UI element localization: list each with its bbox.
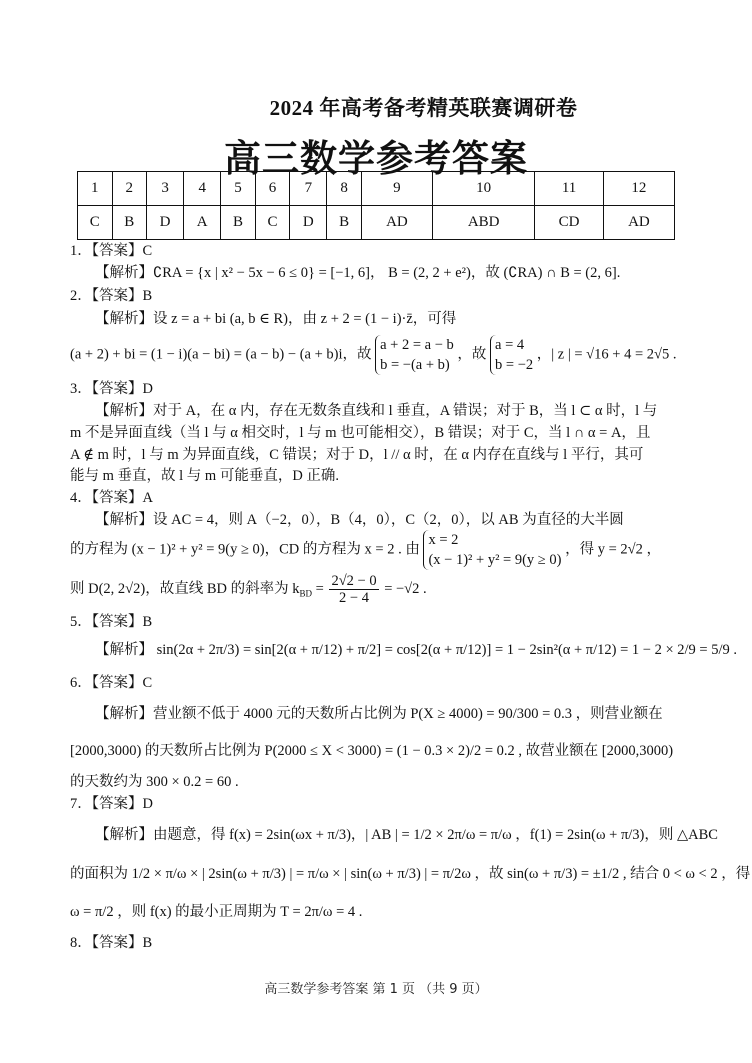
- q4-text: = −√2 .: [384, 580, 427, 597]
- q4-solution-line: 【解析】设 AC = 4，则 A（−2，0），B（4，0），C（2，0），以 AB 为直径的大半圆: [95, 512, 624, 528]
- page-title: 高三数学参考答案: [224, 137, 528, 180]
- table-cell: C: [78, 206, 113, 240]
- table-cell: 8: [327, 172, 362, 206]
- q1-answer-heading: 1．【答案】C: [70, 243, 153, 259]
- table-cell: 3: [147, 172, 184, 206]
- equation: a + 2 = a − b: [380, 337, 454, 353]
- table-cell: 6: [255, 172, 290, 206]
- q1-solution-line: 【解析】∁RA = {x | x² − 5x − 6 ≤ 0} = [−1, 6]， B = (2, 2 + e²)，故 (∁RA) ∩ B = (2, 6].: [95, 265, 621, 281]
- table-cell: A: [184, 206, 221, 240]
- table-cell: AD: [603, 206, 674, 240]
- q3-answer-heading: 3．【答案】D: [70, 381, 153, 397]
- table-cell: B: [221, 206, 256, 240]
- table-cell: 1: [78, 172, 113, 206]
- table-cell: AD: [361, 206, 432, 240]
- q4-answer-heading: 4．【答案】A: [70, 490, 153, 506]
- equation: b = −(a + b): [380, 357, 450, 373]
- q2-text: ，故: [457, 346, 487, 363]
- equation: b = −2: [495, 357, 534, 373]
- table-cell: D: [147, 206, 184, 240]
- table-cell: C: [255, 206, 290, 240]
- table-cell: 5: [221, 172, 256, 206]
- q7-solution-line: ω = π/2 ，则 f(x) 的最小正周期为 T = 2π/ω = 4 .: [70, 904, 363, 920]
- table-cell: 2: [112, 172, 147, 206]
- q7-answer-heading: 7．【答案】D: [70, 796, 153, 812]
- q4-fraction: [329, 573, 378, 606]
- q4-subscript: BD: [299, 588, 312, 599]
- q5-solution-line: 【解析】 sin(2α + 2π/3) = sin[2(α + π/12) + π/2] = cos[2(α + π/12)] = 1 − 2sin²(α + π/12) = 1 − 2 × 2/9 = 5/9 .: [95, 642, 738, 658]
- table-cell: B: [112, 206, 147, 240]
- table-cell: B: [327, 206, 362, 240]
- answer-table-answer-row: [78, 206, 675, 240]
- answer-table: [77, 171, 675, 240]
- table-cell: 11: [535, 172, 603, 206]
- page-footer: 高三数学参考答案 第 1 页 （共 9 页）: [264, 982, 488, 997]
- table-cell: CD: [535, 206, 603, 240]
- q2-system-2: [490, 335, 533, 375]
- table-cell: 4: [184, 172, 221, 206]
- q4-text: ，得 y = 2√2 ，: [565, 541, 661, 558]
- q2-solution-line-2: [70, 335, 676, 375]
- numerator: 2√2 − 0: [331, 573, 377, 589]
- exam-title: 2024 年高考备考精英联赛调研卷: [269, 96, 578, 120]
- table-cell: 10: [432, 172, 534, 206]
- q6-answer-heading: 6．【答案】C: [70, 675, 153, 691]
- q6-solution-line: 【解析】营业额不低于 4000 元的天数所占比例为 P(X ≥ 4000) = 90/300 = 0.3 ，则营业额在: [95, 706, 663, 722]
- q4-solution-line-2: [70, 530, 661, 570]
- table-cell: 9: [361, 172, 432, 206]
- q5-answer-heading: 5．【答案】B: [70, 614, 153, 630]
- table-cell: ABD: [432, 206, 534, 240]
- q8-answer-heading: 8．【答案】B: [70, 935, 153, 951]
- equation: a = 4: [495, 337, 525, 353]
- q2-answer-heading: 2．【答案】B: [70, 288, 153, 304]
- table-cell: 12: [603, 172, 674, 206]
- q4-system: [423, 530, 561, 570]
- table-cell: D: [290, 206, 327, 240]
- q2-text: ，| z | = √16 + 4 = 2√5 .: [536, 346, 677, 363]
- q3-solution-line: m 不是异面直线（当 l 与 α 相交时，l 与 m 也可能相交），B 错误；对于 C，当 l ∩ α = A，且: [70, 425, 651, 441]
- q7-solution-line: 【解析】由题意，得 f(x) = 2sin(ωx + π/3)，| AB | = 1/2 × 2π/ω = π/ω ，f(1) = 2sin(ω + π/3)，则 △ABC: [95, 827, 718, 843]
- table-cell: 7: [290, 172, 327, 206]
- q2-text: (a + 2) + bi = (1 − i)(a − bi) = (a − b) − (a + b)i，故: [70, 346, 372, 363]
- answer-table-number-row: [78, 172, 675, 206]
- q4-solution-line-3: [70, 573, 427, 606]
- equation: (x − 1)² + y² = 9(y ≥ 0): [428, 552, 562, 568]
- denominator: 2 − 4: [339, 590, 369, 606]
- q4-text: 的方程为 (x − 1)² + y² = 9(y ≥ 0)，CD 的方程为 x = 2 . 由: [70, 541, 420, 558]
- q4-text: 则 D(2, 2√2)，故直线 BD 的斜率为 k: [70, 580, 300, 597]
- q6-solution-line: 的天数约为 300 × 0.2 = 60 .: [70, 774, 239, 790]
- q2-solution-line: 【解析】设 z = a + bi (a, b ∈ R)，由 z + 2 = (1 − i)·z̄，可得: [95, 311, 457, 327]
- q3-solution-line: A ∉ m 时，l 与 m 为异面直线，C 错误；对于 D，l // α 时，在 α 内存在直线与 l 平行，其可: [70, 447, 644, 463]
- q2-system-1: [375, 335, 454, 375]
- q3-solution-line: 能与 m 垂直，故 l 与 m 可能垂直，D 正确.: [70, 468, 340, 484]
- q3-solution-line: 【解析】对于 A，在 α 内，存在无数条直线和 l 垂直，A 错误；对于 B，当 l ⊂ α 时，l 与: [95, 403, 658, 419]
- equation: x = 2: [428, 532, 459, 548]
- q6-solution-line: [2000,3000) 的天数所占比例为 P(2000 ≤ X < 3000) = (1 − 0.3 × 2)/2 = 0.2 , 故营业额在 [2000,3000): [70, 743, 674, 759]
- q7-solution-line: 的面积为 1/2 × π/ω × | 2sin(ω + π/3) | = π/ω × | sin(ω + π/3) | = π/2ω ，故 sin(ω + π/3) = ±1/2 , 结合 0 < ω < 2 ，得: [70, 866, 751, 882]
- q4-text: =: [312, 580, 328, 597]
